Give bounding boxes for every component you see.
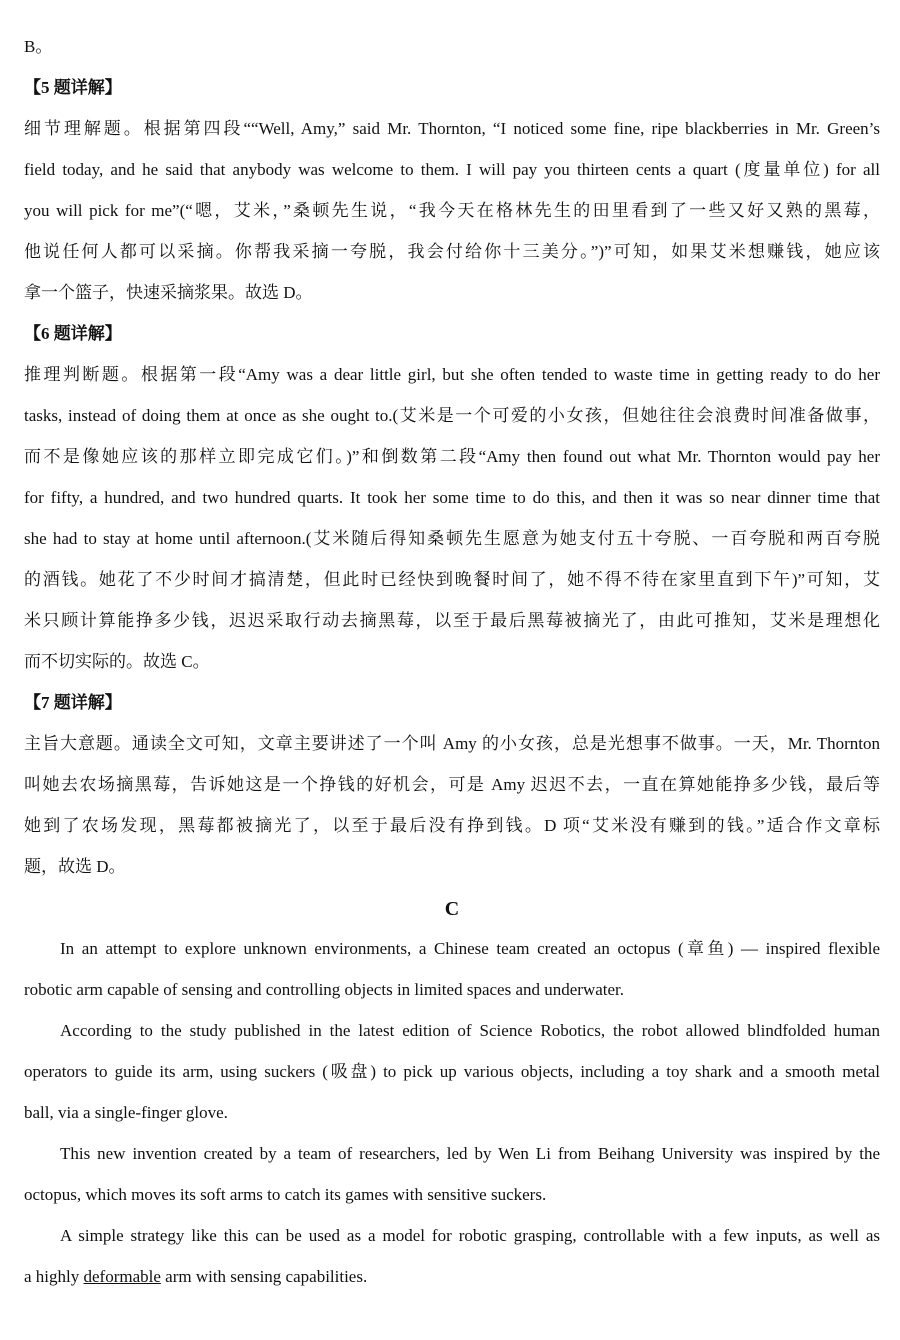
q6-line: she had to stay at home until afternoon.(艾米随后得知桑顿先生愿意为她支付五十夸脱、一百夸脱和两百夸脱 (24, 529, 880, 548)
q7-line: 她到了农场发现，黑莓都被摘光了，以至于最后没有挣到钱。D 项“艾米没有赚到的钱。”适合作文章标 (24, 816, 880, 835)
q5-line: 细节理解题。根据第四段““Well, Amy,” said Mr. Thornton, “I noticed some fine, ripe blackberries in Mr. Green’s (24, 119, 880, 138)
passage-line (24, 1256, 880, 1297)
underlined-word: deformable (83, 1267, 161, 1286)
passage-line: According to the study published in the latest edition of Science Robotics, the robot allowed blindfolded human (60, 1021, 880, 1040)
q6-line: 而不是像她应该的那样立即完成它们。)”和倒数第二段“Amy then found out what Mr. Thornton would pay her (24, 447, 880, 466)
passage-line: In an attempt to explore unknown environments, a Chinese team created an octopus (章鱼) — inspired flexible (60, 939, 880, 958)
q6-line: for fifty, a hundred, and two hundred quarts. It took her some time to do this, and then it was so near dinner time that (24, 488, 880, 507)
section-c-title: C (444, 898, 460, 920)
passage-line: robotic arm capable of sensing and controlling objects in limited spaces and underwater. (24, 980, 625, 999)
q5-line: you will pick for me”(“嗯，艾米，”桑顿先生说，“我今天在格林先生的田里看到了一些又好又熟的黑莓， (24, 201, 880, 220)
q7-line: 叫她去农场摘黑莓，告诉她这是一个挣钱的好机会，可是 Amy 迟迟不去，一直在算她能挣多少钱，最后等 (24, 775, 880, 794)
passage-line: ball, via a single-finger glove. (24, 1103, 228, 1122)
q7-heading: 【7 题详解】 (24, 693, 122, 712)
passage-text: arm with sensing capabilities. (160, 1267, 368, 1286)
passage-line: This new invention created by a team of researchers, led by Wen Li from Beihang University was inspired by the (60, 1144, 880, 1163)
previous-answer: B。 (24, 37, 53, 56)
q6-line: 的酒钱。她花了不少时间才搞清楚，但此时已经快到晚餐时间了，她不得不待在家里直到下午)”可知，艾 (24, 570, 880, 589)
q6-heading: 【6 题详解】 (24, 324, 122, 343)
q5-line: field today, and he said that anybody was welcome to them. I will pay you thirteen cents a quart (度量单位) for all (24, 160, 880, 179)
q6-line: 而不切实际的。故选 C。 (24, 652, 210, 671)
q7-line: 题，故选 D。 (24, 857, 126, 876)
q7-line: 主旨大意题。通读全文可知，文章主要讲述了一个叫 Amy 的小女孩，总是光想事不做事。一天，Mr. Thornton (24, 734, 880, 753)
q5-heading: 【5 题详解】 (24, 78, 122, 97)
passage-line: octopus, which moves its soft arms to catch its games with sensitive suckers. (24, 1185, 547, 1204)
passage-text: a highly (24, 1267, 84, 1286)
q5-line: 拿一个篮子，快速采摘浆果。故选 D。 (24, 283, 313, 302)
q6-line: tasks, instead of doing them at once as she ought to.(艾米是一个可爱的小女孩，但她往往会浪费时间准备做事， (24, 406, 880, 425)
q6-line: 米只顾计算能挣多少钱，迟迟采取行动去摘黑莓，以至于最后黑莓被摘光了，由此可推知，艾米是理想化 (24, 611, 880, 630)
q5-line: 他说任何人都可以采摘。你帮我采摘一夸脱，我会付给你十三美分。”)”可知，如果艾米想赚钱，她应该 (24, 242, 880, 261)
passage-line: operators to guide its arm, using suckers (吸盘) to pick up various objects, including a toy shark and a smooth metal (24, 1062, 880, 1081)
passage-line: A simple strategy like this can be used as a model for robotic grasping, controllable with a few inputs, as well as (60, 1226, 880, 1245)
q6-line: 推理判断题。根据第一段“Amy was a dear little girl, but she often tended to waste time in getting ready to do her (24, 365, 880, 384)
